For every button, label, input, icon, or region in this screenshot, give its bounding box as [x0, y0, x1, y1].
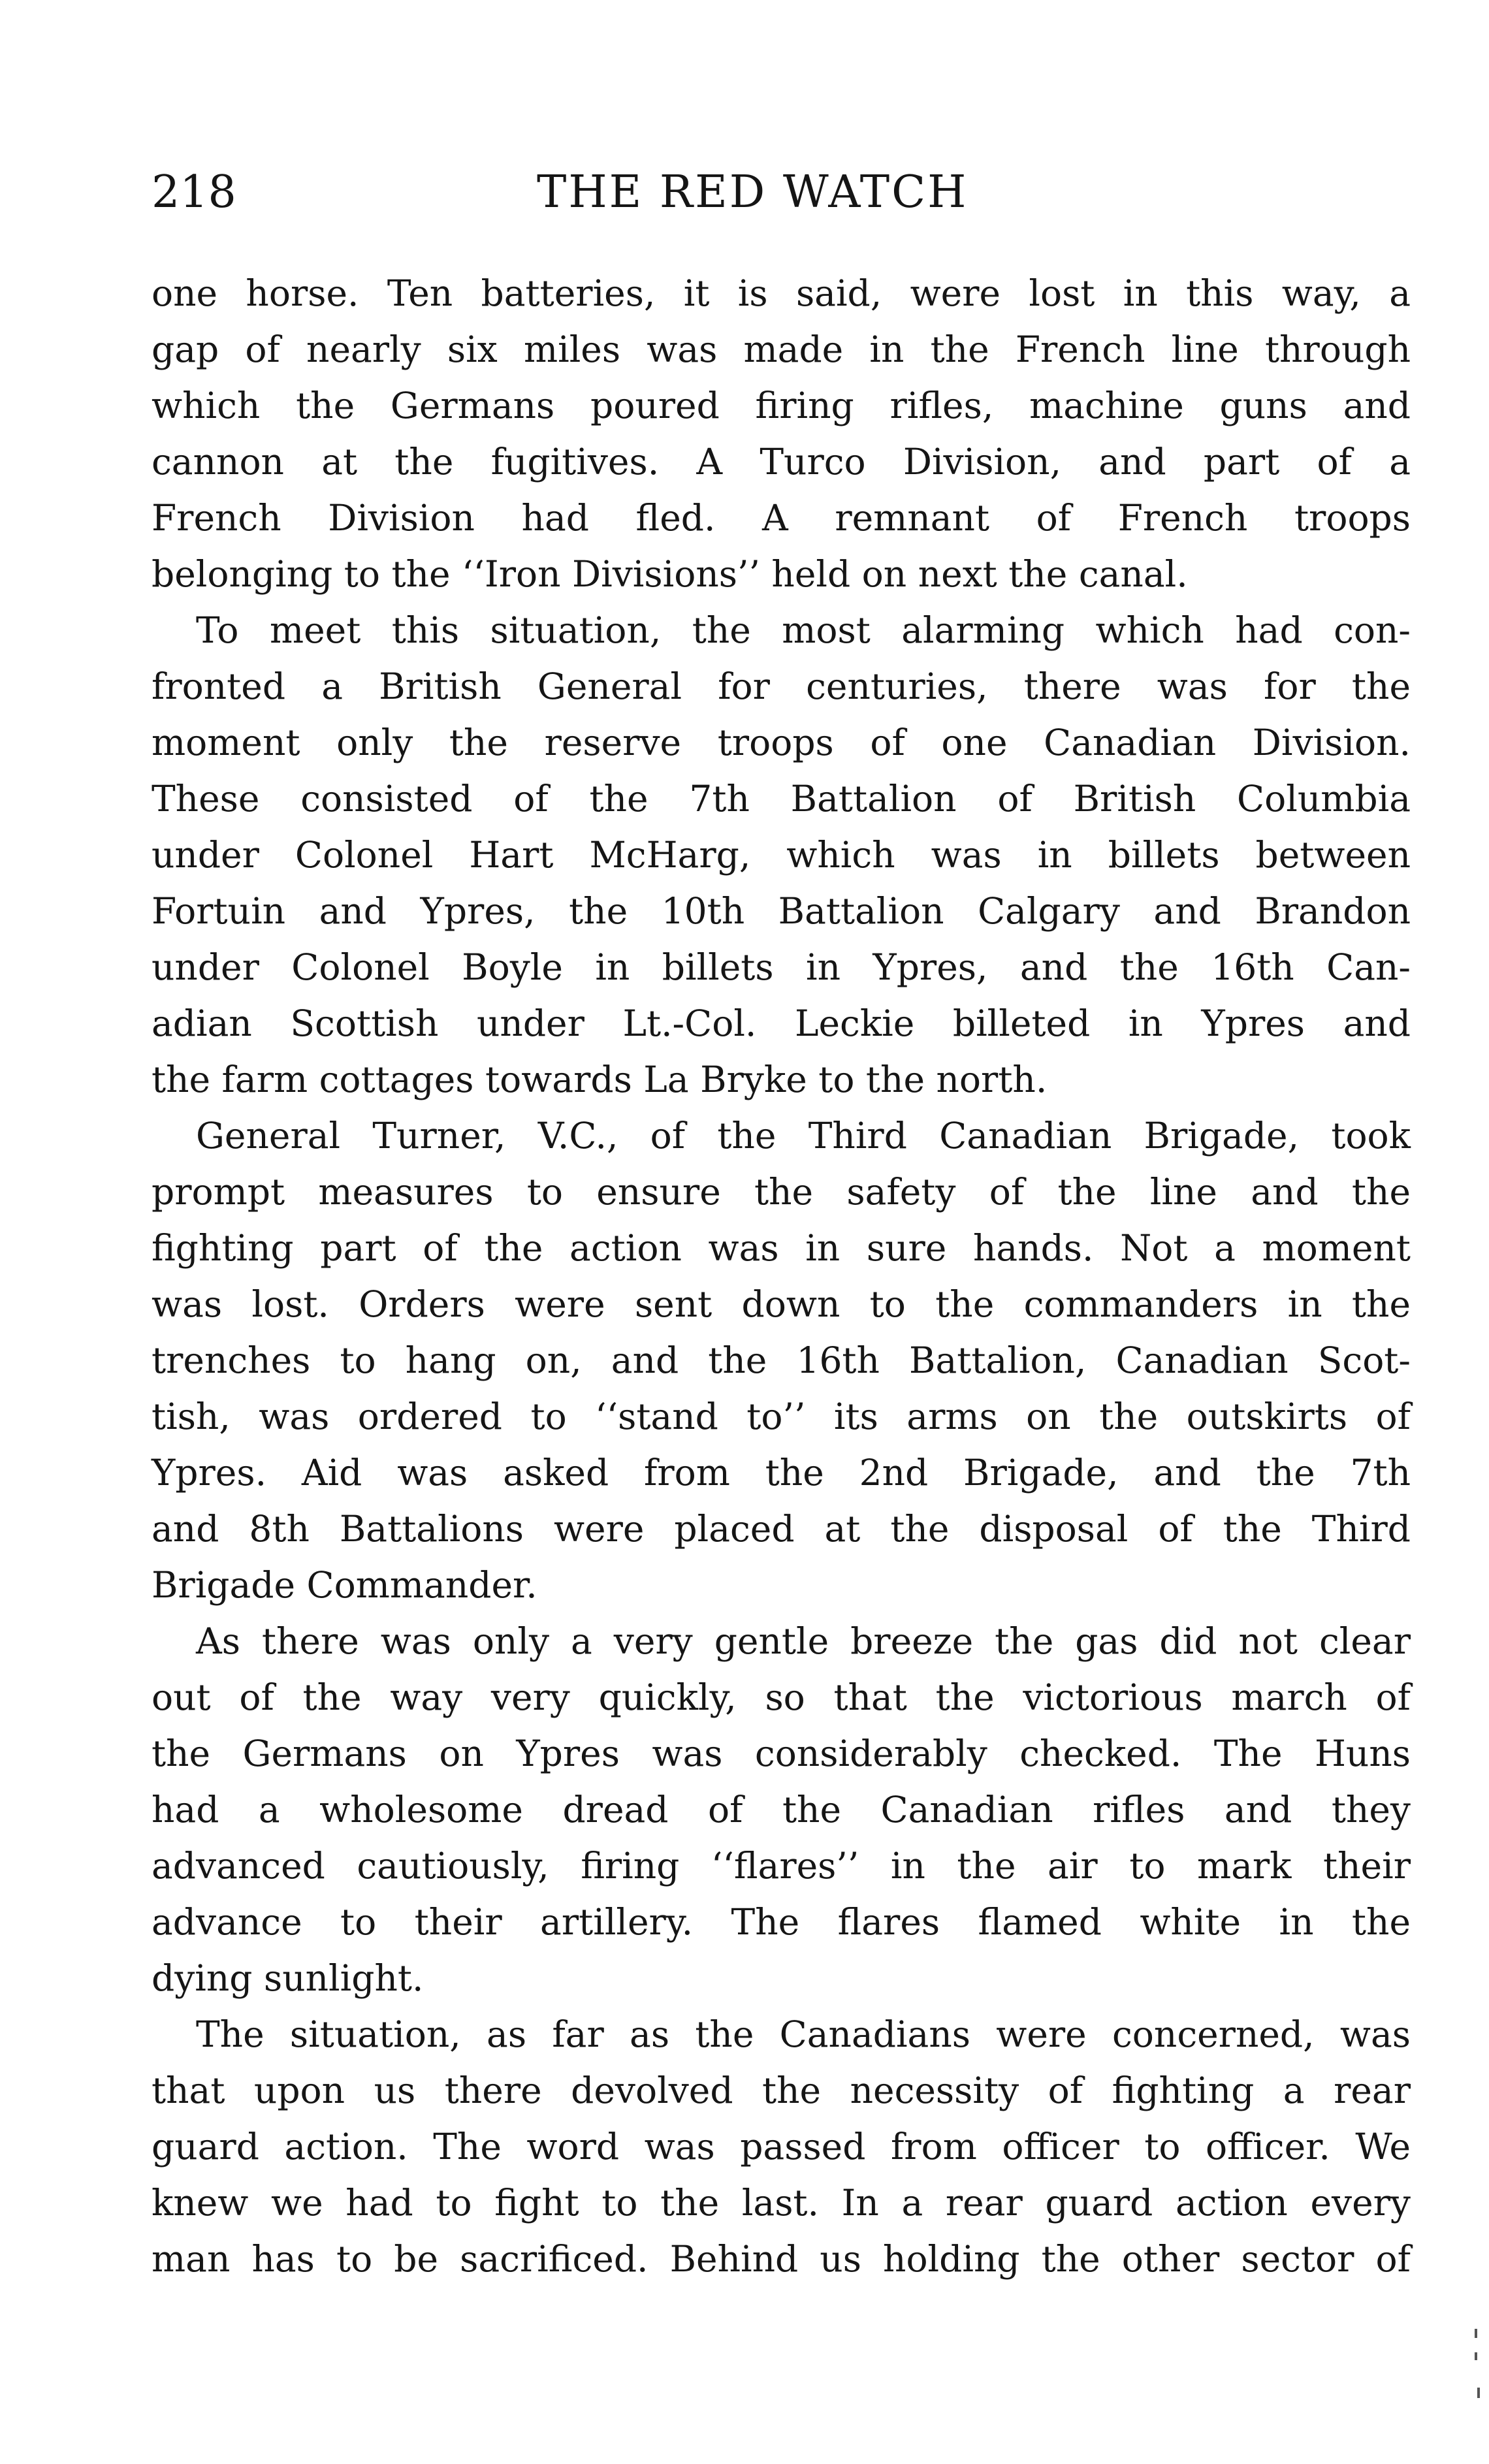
text-line: trenches to hang on, and the 16th Battalion, Canadian Scot-	[152, 1339, 1411, 1381]
text-line: dying sunlight.	[152, 1957, 424, 1999]
text-line: tish, was ordered to ‘‘stand to’’ its arms on the outskirts of	[152, 1396, 1411, 1437]
text-line: adian Scottish under Lt.-Col. Leckie billeted in Ypres and	[152, 1002, 1411, 1044]
text-line: under Colonel Hart McHarg, which was in billets between	[152, 834, 1411, 876]
text-line: gap of nearly six miles was made in the French line through	[152, 328, 1411, 370]
text-line: belonging to the ‘‘Iron Divisions’’ held on next the canal.	[152, 553, 1188, 595]
text-line: out of the way very quickly, so that the victorious march of	[152, 1676, 1411, 1718]
text-line: was lost. Orders were sent down to the commanders in the	[152, 1283, 1411, 1325]
text-line: under Colonel Boyle in billets in Ypres, and the 16th Can-	[152, 946, 1411, 988]
text-line: General Turner, V.C., of the Third Canadian Brigade, took	[196, 1115, 1411, 1157]
text-line: Ypres. Aid was asked from the 2nd Brigade, and the 7th	[152, 1452, 1411, 1494]
text-line: These consisted of the 7th Battalion of British Columbia	[152, 778, 1411, 820]
text-line: advanced cautiously, firing ‘‘flares’’ in the air to mark their	[152, 1845, 1411, 1887]
text-line: man has to be sacrificed. Behind us holding the other sector of	[152, 2238, 1411, 2280]
text-line: knew we had to fight to the last. In a rear guard action every	[152, 2182, 1411, 2224]
text-line: had a wholesome dread of the Canadian rifles and they	[152, 1789, 1411, 1831]
text-line: French Division had fled. A remnant of French troops	[152, 497, 1411, 539]
text-line: As there was only a very gentle breeze the gas did not clear	[196, 1620, 1411, 1662]
text-line: Brigade Commander.	[152, 1564, 537, 1606]
text-line: The situation, as far as the Canadians were concerned, was	[196, 2013, 1411, 2055]
text-line: guard action. The word was passed from officer to officer. We	[152, 2126, 1411, 2168]
text-line: the Germans on Ypres was considerably checked. The Huns	[152, 1733, 1411, 1774]
text-line: moment only the reserve troops of one Canadian Division.	[152, 722, 1411, 763]
text-line: fronted a British General for centuries, there was for the	[152, 665, 1411, 707]
page-header	[152, 163, 1411, 222]
text-line: Fortuin and Ypres, the 10th Battalion Calgary and Brandon	[152, 890, 1411, 932]
text-line: advance to their artillery. The flares flamed white in the	[152, 1901, 1411, 1943]
margin-scan-mark	[1477, 2388, 1480, 2398]
text-line: prompt measures to ensure the safety of the line and the	[152, 1171, 1411, 1213]
text-line: which the Germans poured firing rifles, machine guns and	[152, 385, 1411, 426]
running-title: THE RED WATCH	[537, 167, 969, 218]
body-text	[152, 265, 1411, 2287]
text-line: and 8th Battalions were placed at the disposal of the Third	[152, 1508, 1411, 1550]
page-number: 218	[152, 167, 236, 218]
text-line: that upon us there devolved the necessity of fighting a rear	[152, 2070, 1411, 2111]
text-line: cannon at the fugitives. A Turco Division, and part of a	[152, 441, 1411, 483]
text-line: the farm cottages towards La Bryke to the north.	[152, 1059, 1048, 1100]
margin-scan-mark	[1475, 2329, 1477, 2338]
text-line: fighting part of the action was in sure hands. Not a moment	[152, 1227, 1411, 1269]
text-line: To meet this situation, the most alarming which had con-	[196, 609, 1411, 651]
margin-scan-mark	[1475, 2352, 1477, 2360]
text-line: one horse. Ten batteries, it is said, were lost in this way, a	[152, 272, 1411, 314]
